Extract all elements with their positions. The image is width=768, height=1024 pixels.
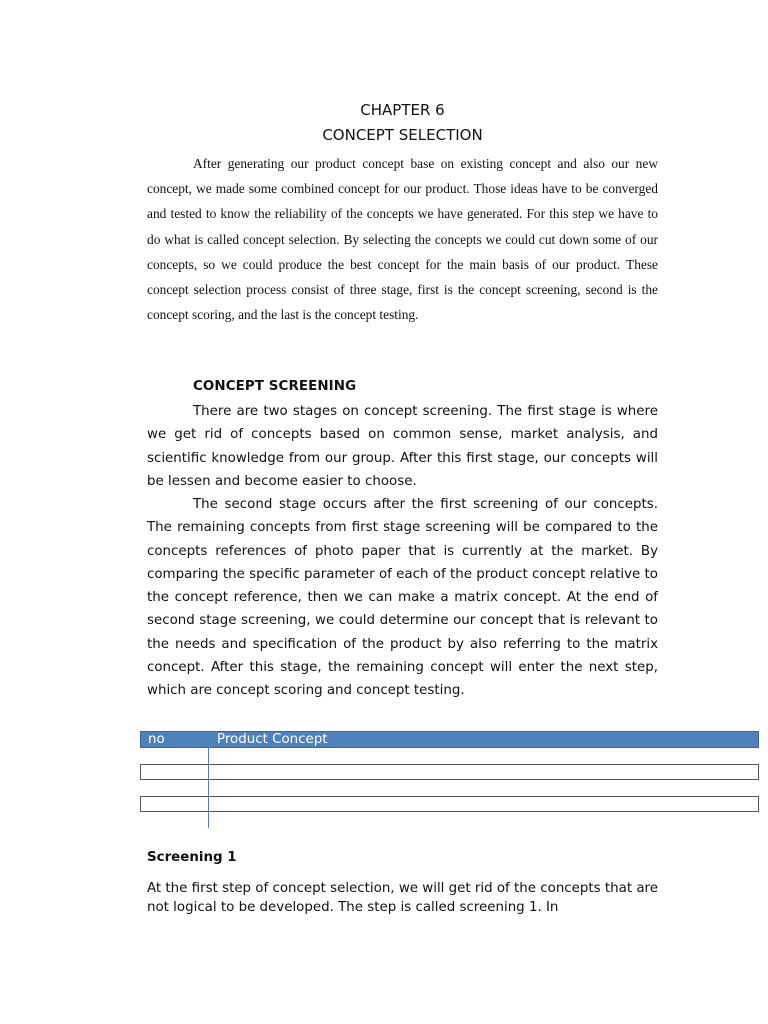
chapter-title: CONCEPT SELECTION [322, 126, 483, 144]
section-heading-concept-screening: CONCEPT SCREENING [193, 379, 357, 394]
screening-paragraph-2: The second stage occurs after the first screening of our concepts. The remaining concepts from first stage screening will be compared to the concepts references of photo paper that is currently at the market. By comparing the specific parameter of each of the product concept relative to the concept reference, then we can make a matrix concept. At the end of second stage screening, we could determine our concept that is relevant to the needs and specification of the product by also referring to the matrix concept. After this stage, the remaining concept will enter the next step, which are concept scoring and concept testing. [147, 497, 658, 699]
intro-paragraph: After generating our product concept base on existing concept and also our new concept, we made some combined concept for our product. Those ideas have to be converged and tested to know the reliability of the concepts we have generated. For this step we have to do what is called concept selection. By selecting the concepts we could cut down some of our concepts, so we could produce the best concept for the main basis of our product. These concept selection process consist of three stage, first is the concept screening, second is the concept scoring, and the last is the concept testing. [147, 156, 658, 323]
table-column-divider [208, 747, 209, 828]
table-header-row [140, 731, 759, 748]
table-header-product-concept: Product Concept [217, 732, 328, 747]
table-row [140, 796, 759, 812]
table-header-no: no [148, 732, 165, 747]
screening-1-paragraph: At the first step of concept selection, we will get rid of the concepts that are not logical to be developed. The step is called screening 1. In [147, 881, 658, 915]
subheading-screening-1: Screening 1 [147, 850, 237, 865]
table-row [140, 764, 759, 780]
screening-paragraph-1: There are two stages on concept screening. The first stage is where we get rid of concepts based on common sense, market analysis, and scientific knowledge from our group. After this first stage, our concepts will be lessen and become easier to choose. [147, 404, 658, 489]
chapter-number: CHAPTER 6 [360, 101, 445, 119]
